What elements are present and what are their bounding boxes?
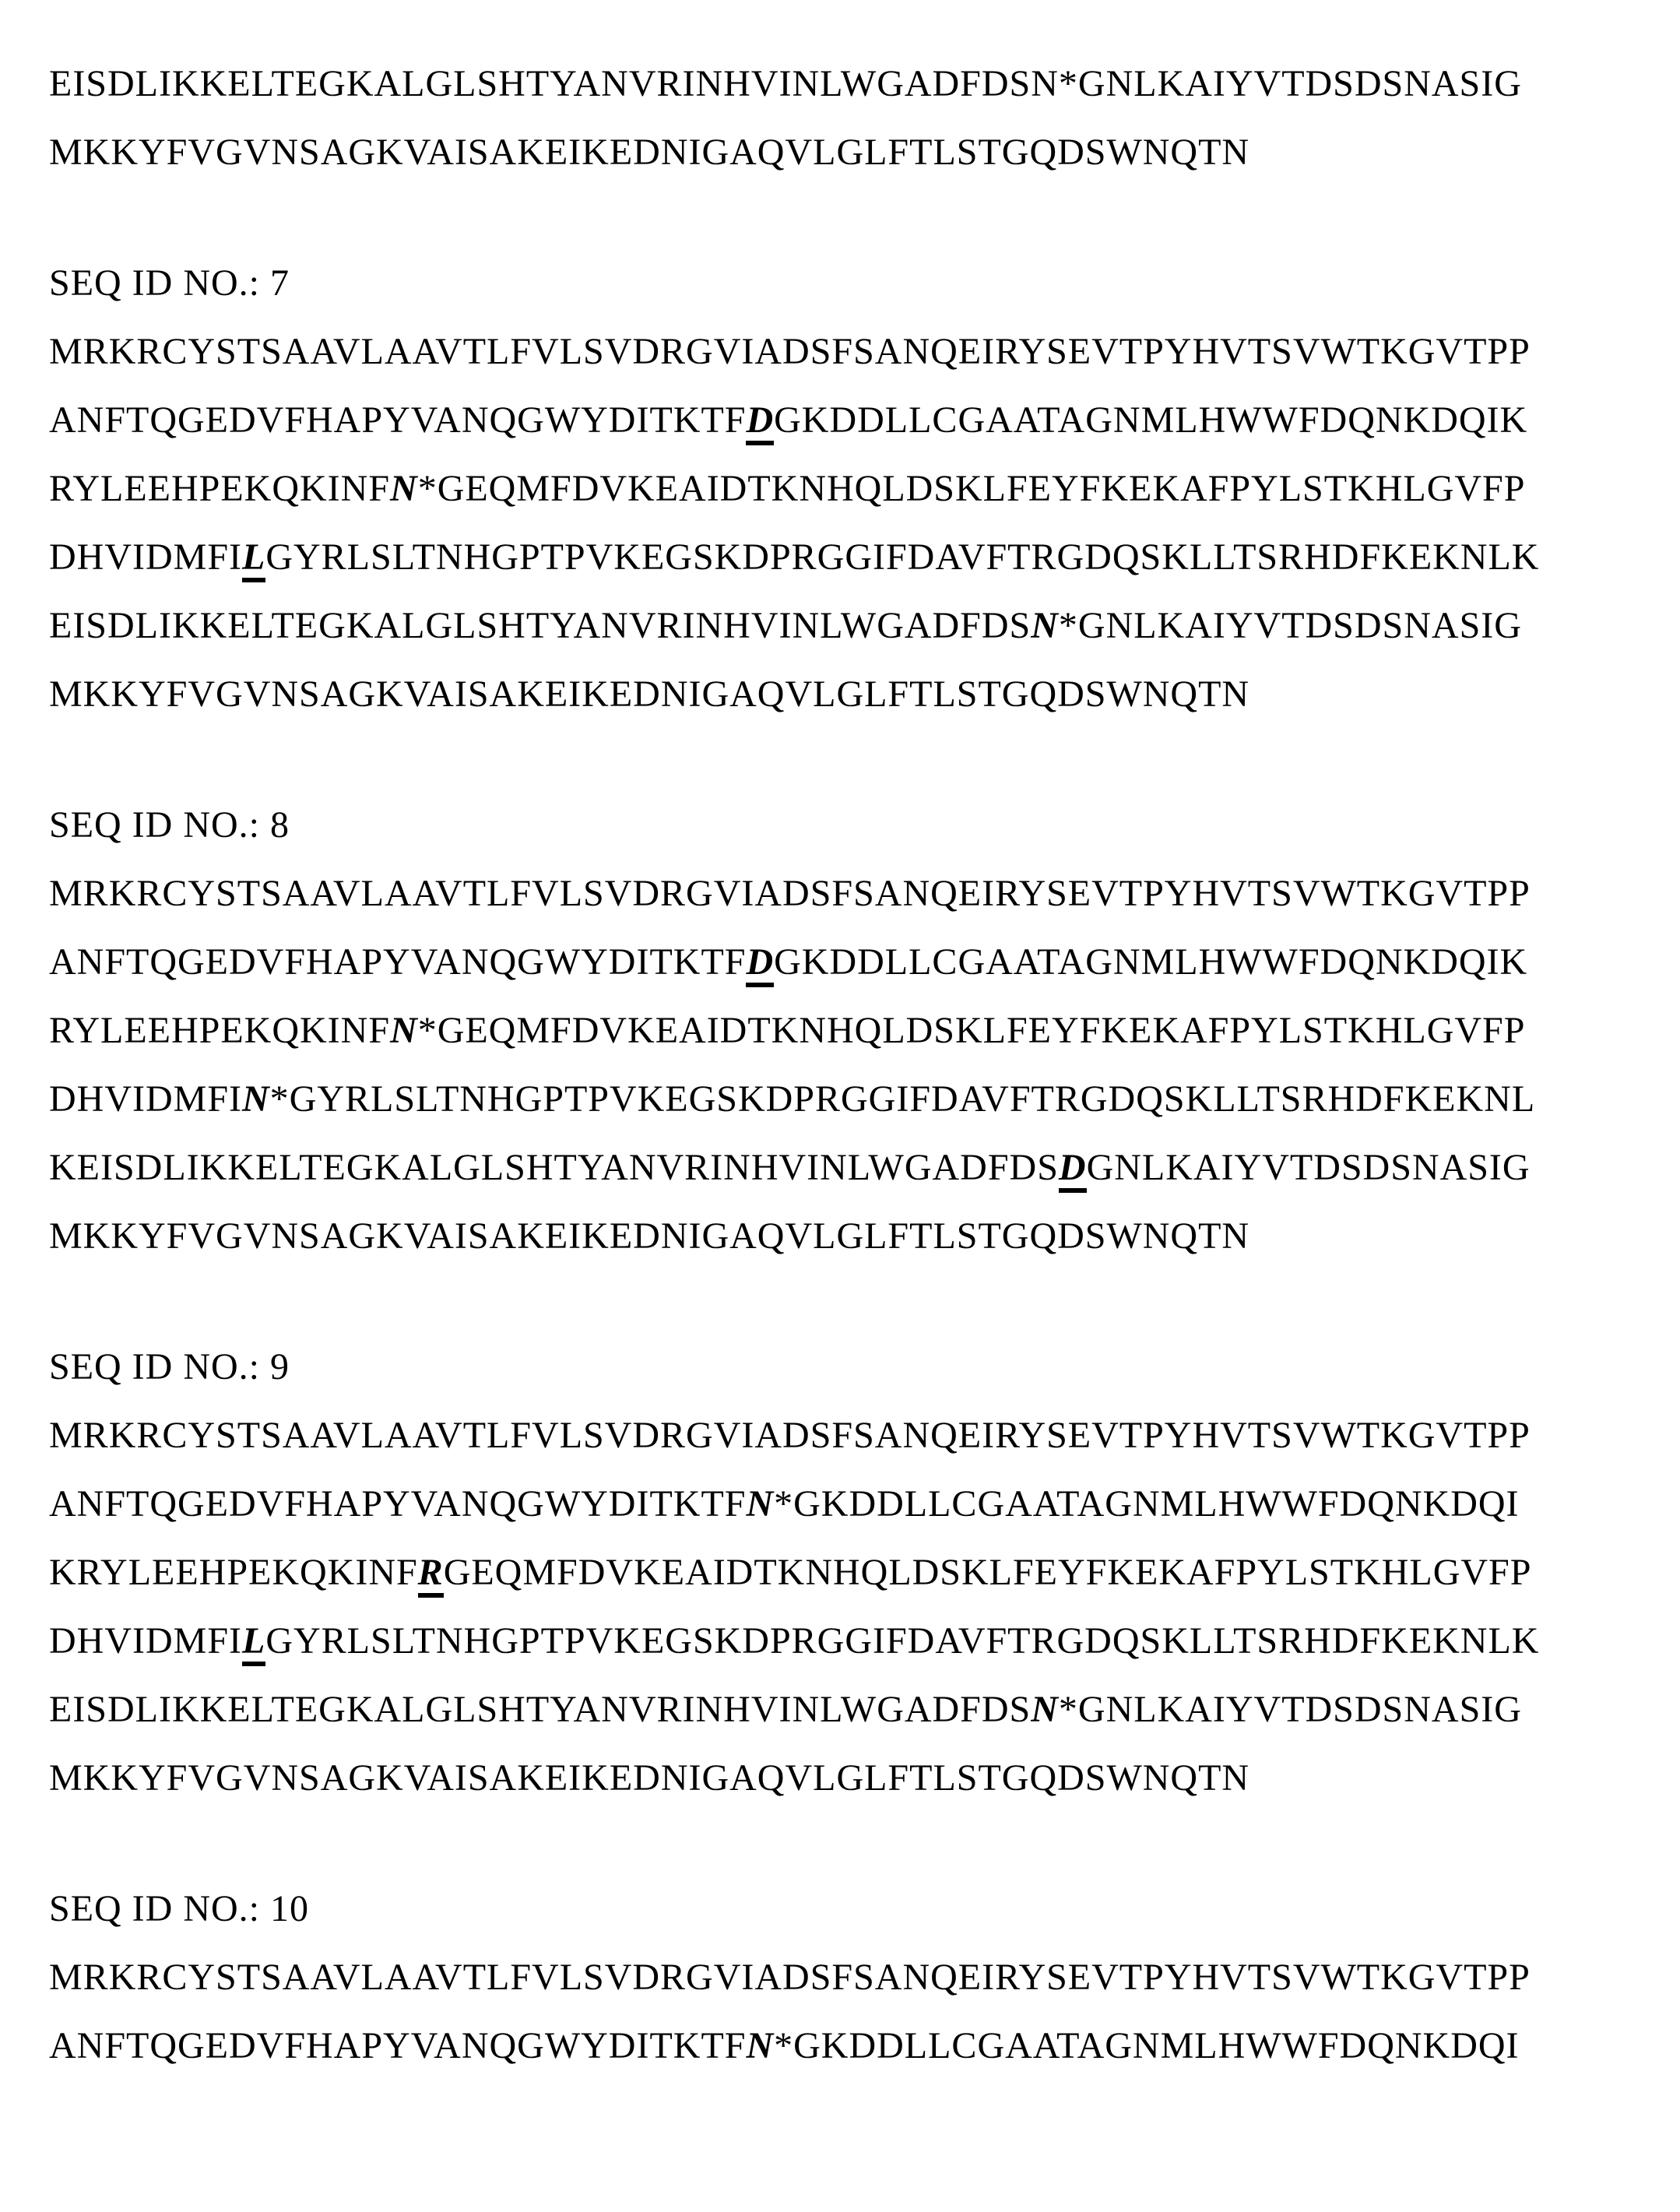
- seq-id-heading: SEQ ID NO.: 8: [49, 804, 290, 846]
- sequence-line: [49, 1539, 1657, 1607]
- sequence-text: GYRLSLTNHGPTPVKEGSKDPRGGIFDAVFTRGDQSKLLTSRHDFKEKNLK: [265, 536, 1540, 578]
- sequence-text: KEISDLIKKELTEGKALGLSHTYANVRINHVINLWGADFDS: [49, 1147, 1059, 1188]
- sequence-text: *GEQMFDVKEAIDTKNHQLDSKLFEYFKEKAFPYLSTKHLGVFP: [417, 1010, 1526, 1051]
- sequence-text: *GEQMFDVKEAIDTKNHQLDSKLFEYFKEKAFPYLSTKHLGVFP: [417, 468, 1526, 509]
- mutation-residue: N: [1031, 1689, 1059, 1730]
- mutation-residue: N: [1031, 605, 1059, 646]
- sequence-text: *GKDDLLCGAATAGNMLHWWFDQNKDQI: [774, 2025, 1520, 2066]
- sequence-text: DHVIDMFI: [49, 536, 242, 578]
- sequence-line: [49, 1134, 1657, 1202]
- sequence-line: [49, 1744, 1657, 1813]
- sequence-line: [49, 1943, 1657, 2012]
- sequence-line: [49, 928, 1657, 997]
- sequence-line: [49, 1676, 1657, 1744]
- sequence-line: [49, 660, 1657, 729]
- sequence-line: [49, 2012, 1657, 2080]
- sequence-text: *GNLKAIYVTDSDSNASIG: [1058, 1689, 1522, 1730]
- sequence-text: GYRLSLTNHGPTPVKEGSKDPRGGIFDAVFTRGDQSKLLTSRHDFKEKNLK: [265, 1620, 1540, 1662]
- sequence-text: *GYRLSLTNHGPTPVKEGSKDPRGGIFDAVFTRGDQSKLLTSRHDFKEKNL: [269, 1078, 1536, 1120]
- sequence-text: MRKRCYSTSAAVLAAVTLFVLSVDRGVIADSFSANQEIRYSEVTPYHVTSVWTKGVTPP: [49, 1957, 1531, 1998]
- sequence-line: [49, 318, 1657, 386]
- mutation-residue: D: [746, 941, 774, 987]
- sequence-text: MRKRCYSTSAAVLAAVTLFVLSVDRGVIADSFSANQEIRYSEVTPYHVTSVWTKGVTPP: [49, 1415, 1531, 1456]
- sequence-text: MKKYFVGVNSAGKVAISAKEIKEDNIGAQVLGLFTLSTGQDSWNQTN: [49, 1757, 1250, 1799]
- sequence-text: MKKYFVGVNSAGKVAISAKEIKEDNIGAQVLGLFTLSTGQDSWNQTN: [49, 673, 1250, 715]
- sequence-line: [49, 523, 1657, 592]
- seq-id-heading: SEQ ID NO.: 9: [49, 1346, 290, 1387]
- sequence-text: ANFTQGEDVFHAPYVANQGWYDITKTF: [49, 399, 747, 441]
- sequence-line: [49, 1401, 1657, 1470]
- sequence-line: [49, 50, 1657, 118]
- mutation-residue: N: [242, 1078, 270, 1120]
- sequence-text: EISDLIKKELTEGKALGLSHTYANVRINHVINLWGADFDSN*GNLKAIYVTDSDSNASIG: [49, 63, 1522, 104]
- mutation-residue: N: [390, 1010, 418, 1051]
- sequence-line: [49, 592, 1657, 660]
- sequence-text: GKDDLLCGAATAGNMLHWWFDQNKDQIK: [774, 941, 1528, 983]
- mutation-residue: N: [390, 468, 418, 509]
- sequence-text: RYLEEHPEKQKINF: [49, 1010, 391, 1051]
- sequence-line: [49, 860, 1657, 928]
- sequence-text: *GNLKAIYVTDSDSNASIG: [1058, 605, 1522, 646]
- mutation-residue: R: [418, 1552, 444, 1598]
- sequence-text: MKKYFVGVNSAGKVAISAKEIKEDNIGAQVLGLFTLSTGQDSWNQTN: [49, 1215, 1250, 1257]
- sequence-text: ANFTQGEDVFHAPYVANQGWYDITKTF: [49, 1483, 747, 1524]
- sequence-line: [49, 386, 1657, 455]
- sequence-text: MRKRCYSTSAAVLAAVTLFVLSVDRGVIADSFSANQEIRYSEVTPYHVTSVWTKGVTPP: [49, 873, 1531, 914]
- mutation-residue: N: [746, 2025, 775, 2066]
- document-body: [49, 50, 1657, 2080]
- seq-id-heading: SEQ ID NO.: 7: [49, 262, 290, 304]
- sequence-line: [49, 1607, 1657, 1676]
- sequence-text: EISDLIKKELTEGKALGLSHTYANVRINHVINLWGADFDS: [49, 605, 1032, 646]
- sequence-line: [49, 1065, 1657, 1134]
- sequence-text: GKDDLLCGAATAGNMLHWWFDQNKDQIK: [774, 399, 1528, 441]
- sequence-text: *GKDDLLCGAATAGNMLHWWFDQNKDQI: [774, 1483, 1520, 1524]
- sequence-text: GNLKAIYVTDSDSNASIG: [1086, 1147, 1531, 1188]
- mutation-residue: L: [242, 1620, 265, 1666]
- sequence-text: GEQMFDVKEAIDTKNHQLDSKLFEYFKEKAFPYLSTKHLGVFP: [443, 1552, 1532, 1593]
- mutation-residue: D: [746, 399, 774, 445]
- sequence-line: [49, 118, 1657, 187]
- mutation-residue: L: [242, 536, 265, 582]
- sequence-line: [49, 1202, 1657, 1271]
- sequence-text: DHVIDMFI: [49, 1078, 242, 1120]
- sequence-text: MKKYFVGVNSAGKVAISAKEIKEDNIGAQVLGLFTLSTGQDSWNQTN: [49, 132, 1250, 173]
- sequence-line: [49, 1470, 1657, 1539]
- mutation-residue: N: [746, 1483, 775, 1524]
- mutation-residue: D: [1059, 1147, 1087, 1193]
- seq-id-heading: SEQ ID NO.: 10: [49, 1888, 309, 1929]
- sequence-text: RYLEEHPEKQKINF: [49, 468, 391, 509]
- sequence-text: KRYLEEHPEKQKINF: [49, 1552, 418, 1593]
- sequence-text: MRKRCYSTSAAVLAAVTLFVLSVDRGVIADSFSANQEIRYSEVTPYHVTSVWTKGVTPP: [49, 331, 1531, 372]
- sequence-line: [49, 997, 1657, 1065]
- sequence-line: [49, 455, 1657, 523]
- sequence-text: ANFTQGEDVFHAPYVANQGWYDITKTF: [49, 941, 747, 983]
- sequence-text: EISDLIKKELTEGKALGLSHTYANVRINHVINLWGADFDS: [49, 1689, 1032, 1730]
- sequence-text: ANFTQGEDVFHAPYVANQGWYDITKTF: [49, 2025, 747, 2066]
- sequence-text: DHVIDMFI: [49, 1620, 242, 1662]
